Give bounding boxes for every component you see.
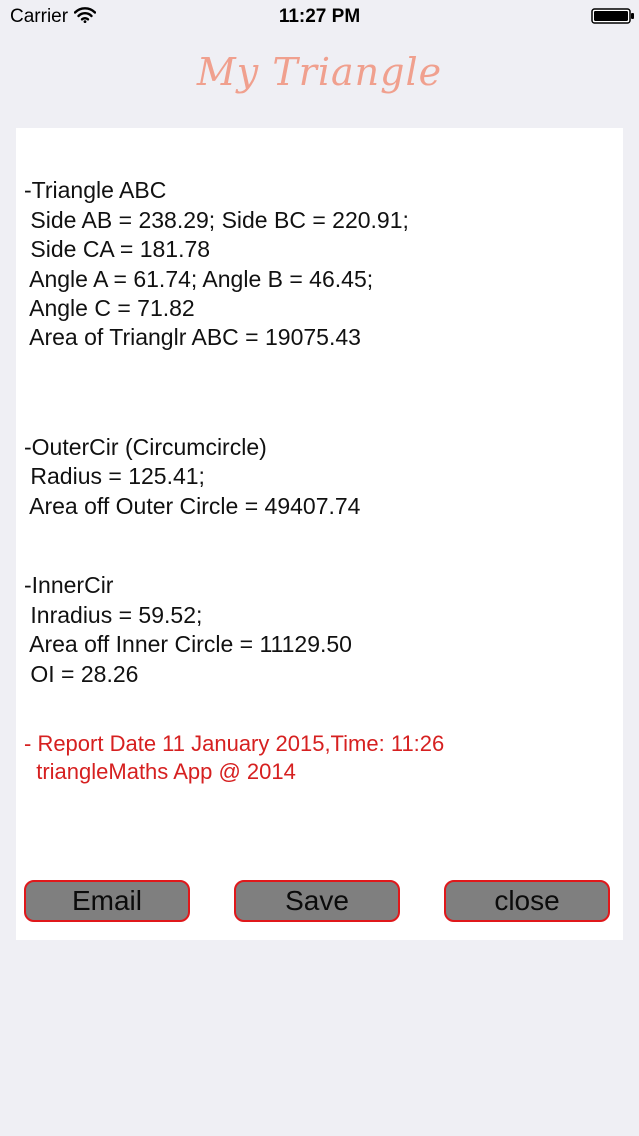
triangle-side-ca: Side CA = 181.78 <box>24 236 211 262</box>
save-button[interactable]: Save <box>234 880 400 922</box>
triangle-sides-ab-bc: Side AB = 238.29; Side BC = 220.91; <box>24 207 409 233</box>
outer-circle-radius: Radius = 125.41; <box>24 463 205 489</box>
triangle-angles-a-b: Angle A = 61.74; Angle B = 46.45; <box>24 266 374 292</box>
inner-circle-area: Area off Inner Circle = 11129.50 <box>24 631 352 657</box>
outer-circle-area: Area off Outer Circle = 49407.74 <box>24 493 361 519</box>
app-copyright: triangleMaths App @ 2014 <box>24 759 296 784</box>
email-button[interactable]: Email <box>24 880 190 922</box>
battery-icon <box>591 8 635 24</box>
inner-circle-inradius: Inradius = 59.52; <box>24 602 203 628</box>
close-button[interactable]: close <box>444 880 610 922</box>
triangle-heading: -Triangle ABC <box>24 177 167 203</box>
report-panel <box>16 128 623 940</box>
inner-circle-oi: OI = 28.26 <box>24 661 139 687</box>
status-bar <box>0 0 639 34</box>
carrier-label: Carrier <box>10 6 69 27</box>
app-title: My Triangle <box>196 50 443 94</box>
inner-circle-heading: -InnerCir <box>24 572 114 598</box>
outer-circle-heading: -OuterCir (Circumcircle) <box>24 434 267 460</box>
clock: 11:27 PM <box>278 6 361 27</box>
report-date: - Report Date 11 January 2015,Time: 11:26 <box>24 731 445 756</box>
triangle-angle-c: Angle C = 71.82 <box>24 295 195 321</box>
triangle-area: Area of Trianglr ABC = 19075.43 <box>24 324 361 350</box>
